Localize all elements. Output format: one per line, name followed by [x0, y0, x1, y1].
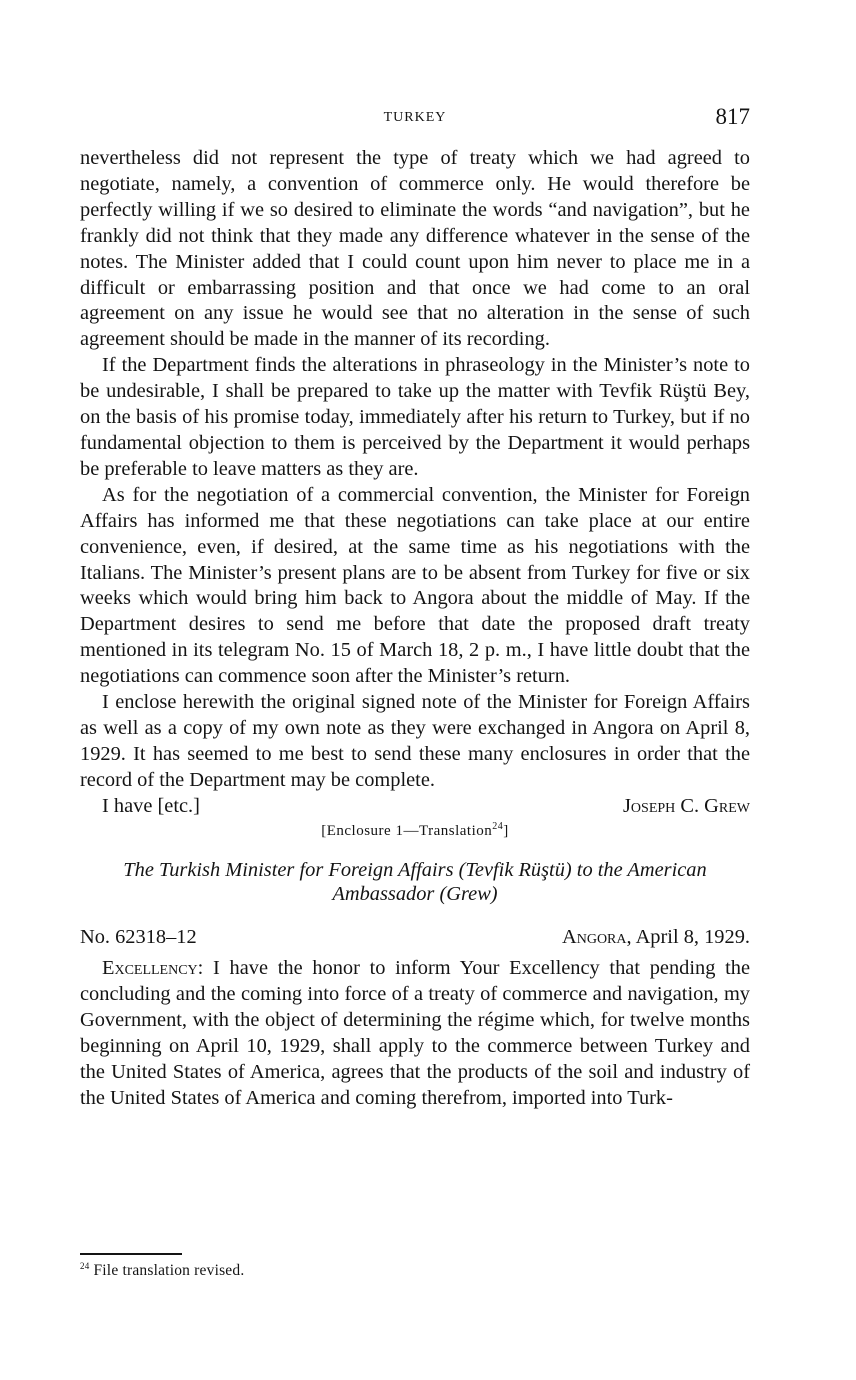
footnote-rule [80, 1253, 182, 1255]
enclosure-text: [Enclosure 1—Translation [321, 822, 493, 839]
place: Angora [562, 925, 627, 948]
paragraph-negotiation: As for the negotiation of a commercial convention, the Minister for Foreign Affairs has informed me that these negotiations can take place at our entire convenience, even, if desired, at the same time as his negotiations with the Italians. The Minister’s present plans are to be absent from Turkey for five or six weeks which would bring him back to Angora about the middle of May. If the Department desires to send me before that date the proposed draft treaty mentioned in its telegram No. 15 of March 18, 2 p. m., I have little doubt that the negotiations can commence soon after the Minister’s return. [80, 483, 750, 688]
enclosure-label [80, 820, 750, 842]
salutation: Excellency [102, 957, 198, 980]
paragraph-continued: nevertheless did not represent the type of treaty which we had agreed to negotiate, namely, a convention of commerce only. He would therefore be perfectly willing if we so desired to eliminate the words “and navigation”, but he frankly did not think that they made any difference whatever in the sense of the notes. The Minister added that I could count upon him never to place me in a difficult or embarrassing position and that once we had come to an oral agreement on any issue he would see that no alteration in the sense of such agreement should be made in the manner of its recording. [80, 147, 750, 351]
document-heading: The Turkish Minister for Foreign Affairs (Tevfik Rüştü) to the American Ambassador (Grew) [123, 858, 707, 905]
footnote-reference: 24 [492, 820, 504, 832]
footnote-marker: 24 [80, 1260, 90, 1271]
paragraph-enclosures: I enclose herewith the original signed note of the Minister for Foreign Affairs as well as a copy of my own note as they were exchanged in Angora on April 8, 1929. It has seemed to me best to send these many enclosures in order that the record of the Department may be complete. [80, 691, 750, 791]
note-number: No. 62318–12 [80, 925, 197, 948]
page-number: 817 [715, 104, 750, 129]
letter-text: I have the honor to inform Your Excellency that pending the concluding and the coming into force of a treaty of commerce and navigation, my Government, with the object of determining the régime which, for twelve months beginning on April 10, 1929, shall apply to the commerce between Turkey and the United States of America, agrees that the products of the soil and industry of the United States of America and coming therefrom, imported into Turk- [80, 957, 750, 1109]
signature: Joseph C. Grew [622, 794, 750, 817]
closing-formula: I have [etc.] [102, 794, 200, 817]
salutation-punct: : [197, 957, 204, 980]
footnote-text: File translation revised. [89, 1262, 245, 1279]
footnote [80, 1262, 244, 1280]
letter-body [80, 956, 750, 1111]
enclosure-close: ] [503, 822, 509, 839]
closing-line [80, 794, 750, 820]
date: , April 8, 1929. [626, 925, 750, 948]
body-text [80, 146, 750, 1112]
paragraph-alterations: If the Department finds the alterations in phraseology in the Minister’s note to be undesirable, I shall be prepared to take up the matter with Tevfik Rüştü Bey, on the basis of his promise today, immediately after his return to Turkey, but if no fundamental objection to them is perceived by the Department it would perhaps be preferable to leave matters as they are. [80, 354, 750, 480]
running-title: TURKEY [383, 110, 447, 125]
running-head [80, 104, 750, 130]
place-date [562, 925, 750, 951]
dateline [80, 925, 750, 951]
